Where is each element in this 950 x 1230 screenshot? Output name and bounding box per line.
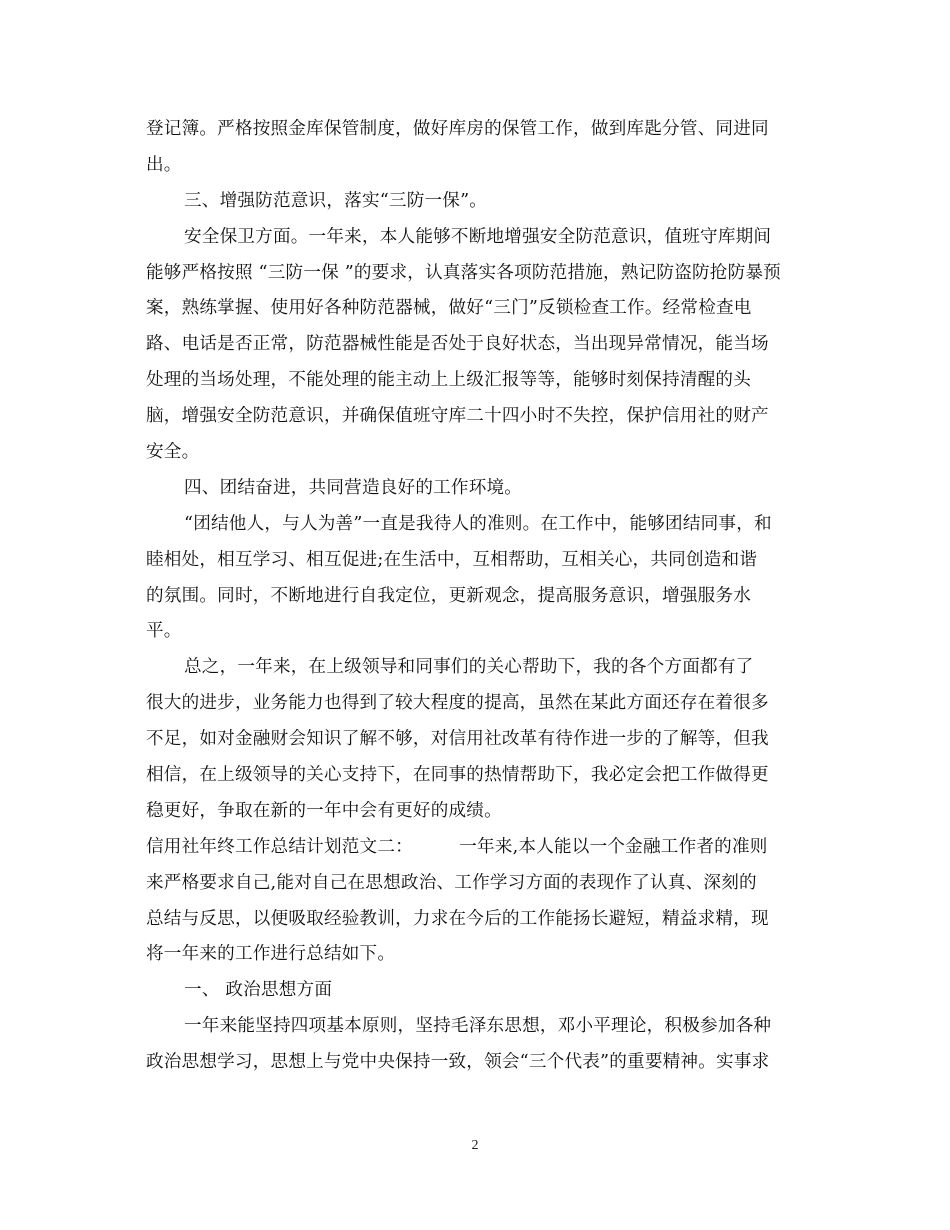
text-line: 安全。 xyxy=(146,442,200,463)
text-line: 出。 xyxy=(146,154,182,175)
text-line: 来严格要求自己,能对自己在思想政治、工作学习方面的表现作了认真、深刻的 xyxy=(146,872,757,893)
text-line: 总结与反思，以便吸取经验教训，力求在今后的工作能扬长避短，精益求精，现 xyxy=(146,908,769,929)
section-heading: 四、团结奋进，共同营造良好的工作环境。 xyxy=(184,477,523,498)
text-line: 平。 xyxy=(146,621,182,642)
text-line: 处理的当场处理，不能处理的能主动上上级汇报等等，能够时刻保持清醒的头 xyxy=(146,370,751,391)
text-line: 登记簿。严格按照金库保管制度，做好库房的保管工作，做到库匙分管、同进同 xyxy=(146,119,769,139)
text-line: 信用社年终工作总结计划范文二： 一年来,本人能以一个金融工作者的准则 xyxy=(146,836,768,857)
text-line: 能够严格按照 “三防一保 ”的要求，认真落实各项防范措施，熟记防盗防抢防暴预 xyxy=(146,262,781,283)
section-heading: 三、增强防范意识，落实“三防一保”。 xyxy=(184,190,488,211)
text-line: 睦相处，相互学习、相互促进;在生活中，互相帮助，互相关心，共同创造和谐 xyxy=(146,549,758,570)
section-heading: 一、 政治思想方面 xyxy=(184,980,333,1001)
text-line: 总之，一年来，在上级领导和同事们的关心帮助下，我的各个方面都有了 xyxy=(184,657,754,678)
text-line: 很大的进步，业务能力也得到了较大程度的提高，虽然在某此方面还存在着很多 xyxy=(146,693,769,714)
text-line: “团结他人，与人为善”一直是我待人的准则。在工作中，能够团结同事，和 xyxy=(184,513,772,534)
page-number: 2 xyxy=(471,1138,479,1153)
text-line: 不足，如对金融财会知识了解不够，对信用社改革有待作进一步的了解等，但我 xyxy=(146,729,769,750)
text-line: 路、电话是否正常，防范器械性能是否处于良好状态，当出现异常情况，能当场 xyxy=(146,334,769,355)
text-line: 一年来能坚持四项基本原则，坚持毛泽东思想，邓小平理论，积极参加各种 xyxy=(184,1016,772,1037)
text-line: 将一年来的工作进行总结如下。 xyxy=(146,944,396,965)
text-line: 相信，在上级领导的关心支持下，在同事的热情帮助下，我必定会把工作做得更 xyxy=(146,765,769,786)
body-text xyxy=(146,112,811,1081)
text-line: 脑，增强安全防范意识，并确保值班守库二十四小时不失控，保护信用社的财产 xyxy=(146,406,769,427)
text-line: 稳更好，争取在新的一年中会有更好的成绩。 xyxy=(146,800,502,821)
text-line: 安全保卫方面。一年来，本人能够不断地增强安全防范意识，值班守库期间 xyxy=(184,226,772,247)
text-line: 案，熟练掌握、使用好各种防范器械，做好“三门”反锁检查工作。经常检查电 xyxy=(146,298,752,319)
text-line: 的氛围。同时，不断地进行自我定位，更新观念，提高服务意识，增强服务水 xyxy=(146,585,751,606)
text-line: 政治思想学习，思想上与党中央保持一致，领会“三个代表”的重要精神。实事求 xyxy=(146,1052,770,1073)
